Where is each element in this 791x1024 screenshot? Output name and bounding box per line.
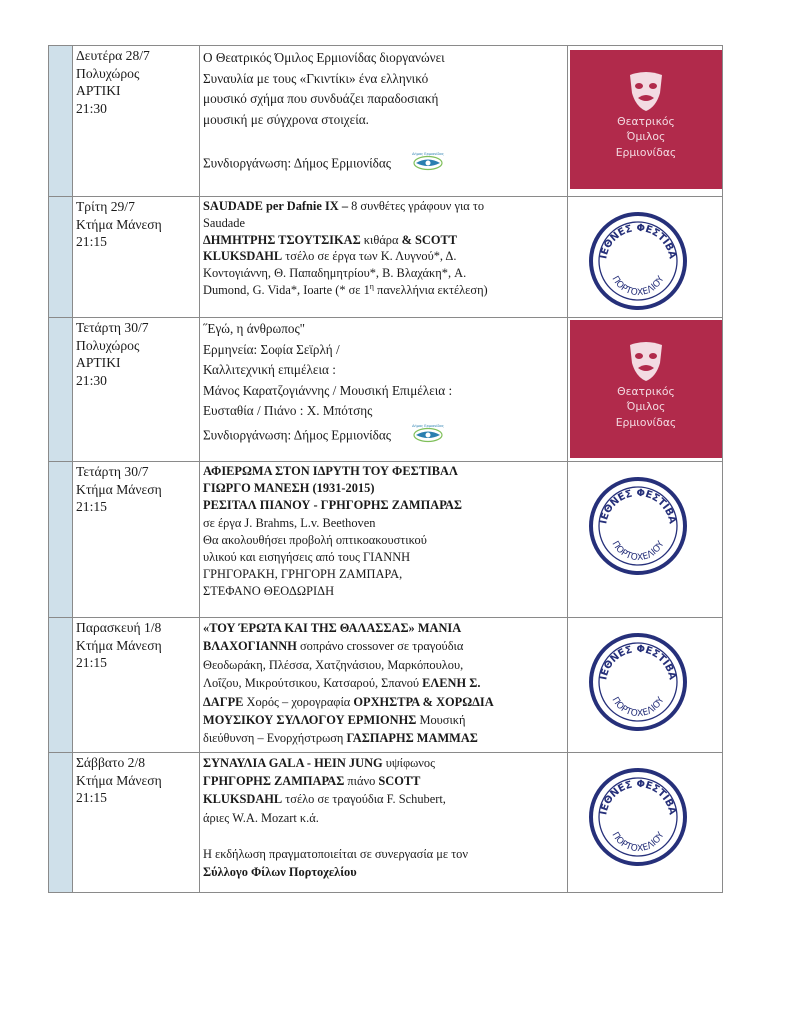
desc-line: ΣΥΝΑΥΛΙΑ GALA - HEIN JUNG υψίφωνος <box>203 756 435 770</box>
desc-line: ΓΡΗΓΟΡΗΣ ΖΑΜΠΑΡΑΣ πιάνο SCOTT <box>203 774 421 789</box>
event-when <box>73 197 200 318</box>
desc-line: ΔΗΜΗΤΡΗΣ ΤΣΟΥΤΣΙΚΑΣ κιθάρα & SCOTT <box>203 232 458 247</box>
desc-line: ΜΟΥΣΙΚΟΥ ΣΥΛΛΟΓΟΥ ΕΡΜΙΟΝΗΣ Μουσική <box>203 713 466 728</box>
festival-logo <box>588 211 688 316</box>
desc-line: ΓΡΗΓΟΡΑΚΗ, ΓΡΗΓΟΡΗ ΖΑΜΠΑΡΑ, <box>203 567 403 582</box>
festival-logo-bottom-text: ΠΟΡΤΟΧΕΛΙΟΥ <box>609 695 667 720</box>
desc-line: υλικού και εισηγήσεις από τους ΓΙΑΝΝΗ <box>203 550 411 565</box>
desc-line: «ΤΟΥ ΈΡΩΤΑ ΚΑΙ ΤΗΣ ΘΑΛΑΣΣΑΣ» ΜΑΝΙΑ <box>203 621 462 635</box>
municipality-logo-icon <box>412 150 444 179</box>
desc-line: Θα ακολουθήσει προβολή οπτικοακουστικού <box>203 532 427 547</box>
desc-line: μουσική με σύγχρονα στοιχεία. <box>203 111 369 127</box>
event-time: 21:15 <box>76 234 107 250</box>
event-venue: Κτήμα Μάνεση <box>76 216 162 232</box>
desc-line: Ο Θεατρικός Όμιλος Ερμιονίδας διοργανώνει <box>203 50 445 65</box>
table-row <box>49 197 723 318</box>
festival-logo-icon <box>588 632 688 732</box>
logo-cell <box>568 618 723 753</box>
row-stripe <box>49 197 73 318</box>
event-description <box>200 618 568 753</box>
desc-line: Saudade <box>203 215 245 230</box>
event-venue-name: ΑΡΤΙΚΙ <box>76 355 121 371</box>
desc-line: διεύθυνση – Ενορχήστρωση ΓΑΣΠΑΡΗΣ ΜΑΜΜΑΣ <box>203 731 478 746</box>
row-stripe <box>49 462 73 618</box>
event-when <box>73 753 200 893</box>
desc-line: άριες W.A. Mozart κ.ά. <box>203 810 319 825</box>
desc-line: ΡΕΣΙΤΑΛ ΠΙΑΝΟΥ - ΓΡΗΓΟΡΗΣ ΖΑΜΠΑΡΑΣ <box>203 498 462 513</box>
table-row <box>49 753 723 893</box>
event-day: Τετάρτη 30/7 <box>76 464 149 479</box>
event-venue-name: ΑΡΤΙΚΙ <box>76 83 121 99</box>
desc-line: Dumond, G. Vida*, Ioarte (* σε $1^\eta$ πανελλήνια εκτέλεση) <box>203 281 488 297</box>
row-stripe <box>49 318 73 462</box>
festival-logo-top-text: ΙΕΘΝΕΣ ΦΕΣΤΙΒΑ <box>598 222 678 260</box>
row-stripe <box>49 618 73 753</box>
table-row <box>49 318 723 462</box>
festival-logo-top-text: ΙΕΘΝΕΣ ΦΕΣΤΙΒΑ <box>598 643 678 681</box>
logo-cell <box>568 318 723 462</box>
festival-logo <box>588 476 688 581</box>
desc-line: ˝Εγώ, η άνθρωπος" <box>203 321 306 336</box>
desc-line: KLUKSDAHL τσέλο σε τραγούδια F. Schubert, <box>203 792 446 807</box>
event-time: 21:30 <box>76 372 107 388</box>
desc-line: μουσικό σχήμα που συνδυάζει παραδοσιακή <box>203 91 439 106</box>
event-time: 21:15 <box>76 499 107 515</box>
desc-line: ΣΤΕΦΑΝΟ ΘΕΟΔΩΡΙΔΗ <box>203 584 335 599</box>
event-venue: Κτήμα Μάνεση <box>76 637 162 653</box>
event-day: Σάββατο 2/8 <box>76 755 146 770</box>
desc-line: Η εκδήλωση πραγματοποιείται σε συνεργασία με τον <box>203 846 468 861</box>
desc-line: Καλλιτεχνική επιμέλεια : <box>203 362 336 377</box>
co-organizer: Συνδιοργάνωση: Δήμος Ερμιονίδας <box>203 155 391 171</box>
event-time: 21:15 <box>76 790 107 806</box>
festival-logo-bottom-text: ΠΟΡΤΟΧΕΛΙΟΥ <box>609 539 667 564</box>
festival-logo-icon <box>588 211 688 311</box>
event-when <box>73 318 200 462</box>
festival-logo-bottom-text: ΠΟΡΤΟΧΕΛΙΟΥ <box>609 830 667 855</box>
desc-line: Λοΐζου, Μικρούτσικου, Κατσαρού, Σπανού ΕΛΕΝΗ Σ. <box>203 676 481 691</box>
logo-cell <box>568 197 723 318</box>
event-time: 21:30 <box>76 100 107 116</box>
desc-line: Συναυλία με τους «Γκιντίκι» ένα ελληνικό <box>203 70 429 86</box>
desc-line: ΔΑΓΡΕ Χορός – χορογραφία ΟΡΧΗΣΤΡΑ & ΧΟΡΩΔΙΑ <box>203 694 494 709</box>
festival-logo-bottom-text: ΠΟΡΤΟΧΕΛΙΟΥ <box>609 274 667 299</box>
desc-line: Ευσταθία / Πιάνο : Χ. Μπότσης <box>203 403 373 418</box>
co-organizer: Συνδιοργάνωση: Δήμος Ερμιονίδας <box>203 426 391 442</box>
desc-line: ΒΛΑΧΟΓΙΑΝΝΗ σοπράνο crossover σε τραγούδια <box>203 639 464 654</box>
mask-icon <box>626 71 666 113</box>
table-row <box>49 46 723 197</box>
event-description <box>200 462 568 618</box>
desc-line: Μάνος Καρατζογιάννης / Μουσική Επιμέλεια : <box>203 382 453 398</box>
event-venue: Κτήμα Μάνεση <box>76 772 162 788</box>
festival-logo <box>588 767 688 872</box>
event-description <box>200 197 568 318</box>
desc-line: Ερμηνεία: Σοφία Σεϊρλή / <box>203 341 340 357</box>
theater-logo <box>570 50 722 189</box>
event-venue: Πολυχώρος <box>76 65 140 81</box>
festival-logo-icon <box>588 767 688 867</box>
theater-logo <box>570 320 722 458</box>
event-day: Δευτέρα 28/7 <box>76 48 150 63</box>
desc-line: Κοντογιάννη, Θ. Παπαδημητρίου*, Β. Βλαχάκη*, A. <box>203 266 467 281</box>
event-venue: Πολυχώρος <box>76 337 140 353</box>
event-description <box>200 318 568 462</box>
event-day: Τρίτη 29/7 <box>76 199 135 214</box>
logo-cell <box>568 46 723 197</box>
logo-cell <box>568 462 723 618</box>
festival-logo-top-text: ΙΕΘΝΕΣ ΦΕΣΤΙΒΑ <box>598 487 678 525</box>
event-when <box>73 618 200 753</box>
row-stripe <box>49 46 73 197</box>
event-when <box>73 462 200 618</box>
festival-logo-top-text: ΙΕΘΝΕΣ ΦΕΣΤΙΒΑ <box>598 778 678 816</box>
schedule-table <box>48 45 723 893</box>
table-row <box>49 618 723 753</box>
event-day: Παρασκευή 1/8 <box>76 620 162 635</box>
municipality-logo-icon <box>412 422 444 451</box>
event-description <box>200 46 568 197</box>
event-description <box>200 753 568 893</box>
event-when <box>73 46 200 197</box>
desc-line: Σύλλογο Φίλων Πορτοχελίου <box>203 865 357 880</box>
row-stripe <box>49 753 73 893</box>
desc-line: KLUKSDAHL τσέλο σε έργα των Κ. Λυγνού*, Δ. <box>203 249 457 264</box>
event-time: 21:15 <box>76 655 107 671</box>
desc-line: σε έργα J. Brahms, L.v. Beethoven <box>203 515 376 530</box>
mask-icon <box>626 341 666 383</box>
desc-line: Θεοδωράκη, Πλέσσα, Χατζηνάσιου, Μαρκόπουλου, <box>203 657 464 672</box>
desc-line: ΑΦΙΕΡΩΜΑ ΣΤΟΝ ΙΔΡΥΤΗ ΤΟΥ ΦΕΣΤΙΒΑΛ <box>203 464 458 478</box>
theater-logo-name: Θεατρικός Όμιλος Ερμιονίδας <box>615 115 677 159</box>
municipality-logo-text: Δήμος Ερμιονίδας <box>412 423 445 428</box>
desc-line: ΓΙΩΡΓΟ ΜΑΝΕΣΗ (1931-2015) <box>203 481 375 496</box>
municipality-logo-text: Δήμος Ερμιονίδας <box>412 152 445 156</box>
logo-cell <box>568 753 723 893</box>
festival-logo <box>588 632 688 737</box>
theater-logo-name: Θεατρικός Όμιλος Ερμιονίδας <box>615 385 677 429</box>
table-row <box>49 462 723 618</box>
event-day: Τετάρτη 30/7 <box>76 320 149 335</box>
event-venue: Κτήμα Μάνεση <box>76 481 162 497</box>
desc-line: SAUDADE per Dafnie IX – 8 συνθέτες γράφουν για το <box>203 199 485 213</box>
festival-logo-icon <box>588 476 688 576</box>
